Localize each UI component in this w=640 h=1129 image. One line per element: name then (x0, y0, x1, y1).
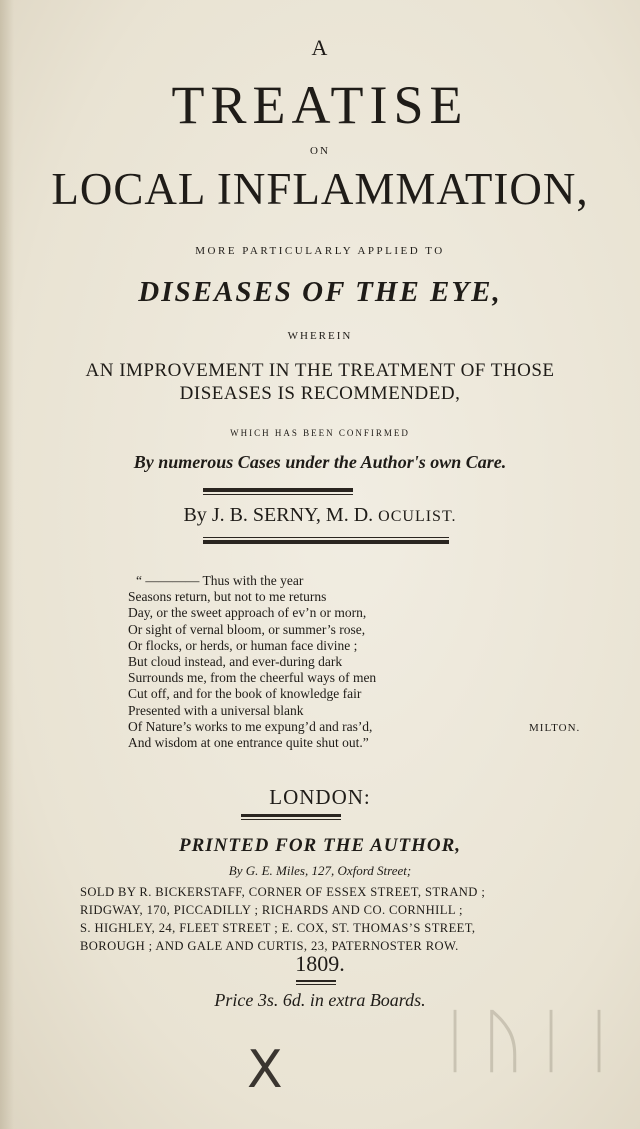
bleed-through-scribble: ᛁᚢᛁᛁ (434, 1000, 626, 1082)
epigraph (128, 573, 376, 751)
sold-by-line: BOROUGH ; AND GALE AND CURTIS, 23, PATERNOSTER ROW. (80, 939, 459, 953)
more-particularly-line: MORE PARTICULARLY APPLIED TO (195, 245, 445, 257)
epigraph-line: Cut off, and for the book of knowledge fair (128, 686, 362, 702)
epigraph-line: Or sight of vernal bloom, or summer’s rose, (128, 621, 366, 637)
rule-above-author (203, 488, 353, 492)
which-confirmed-line: WHICH HAS BEEN CONFIRMED (230, 428, 410, 438)
rule-below-year (296, 980, 336, 982)
author-name: J. B. SERNY, M. D. (211, 504, 374, 526)
improvement-line-2: DISEASES IS RECOMMENDED, (179, 383, 461, 404)
printer-line: By G. E. Miles, 127, Oxford Street; (228, 863, 412, 878)
improvement-line-1: AN IMPROVEMENT IN THE TREATMENT OF THOSE (85, 360, 555, 381)
epigraph-line: Or flocks, or herds, or human face divine ; (128, 637, 358, 653)
publication-year: 1809. (295, 951, 345, 976)
rule-below-year-thin (296, 984, 336, 985)
rule-above-author-thin (203, 494, 353, 495)
epigraph-line: Surrounds me, from the cheerful ways of men (128, 670, 377, 686)
rule-below-london (241, 814, 341, 817)
epigraph-line: But cloud instead, and ever-during dark (128, 654, 343, 670)
title-on: ON (310, 145, 330, 157)
title-article: A (311, 35, 329, 60)
handwritten-x-mark: X (247, 1040, 283, 1100)
epigraph-line: “ ———— Thus with the year (136, 573, 304, 588)
wherein-line: WHEREIN (287, 330, 353, 342)
sold-by-line: S. HIGHLEY, 24, FLEET STREET ; E. COX, ST. THOMAS’S STREET, (80, 921, 476, 935)
rule-below-london-thin (241, 819, 341, 820)
printed-for-line: PRINTED FOR THE AUTHOR, (179, 835, 461, 856)
diseases-of-eye-title: DISEASES OF THE EYE, (138, 276, 502, 308)
epigraph-line: Day, or the sweet approach of ev’n or morn, (128, 605, 367, 621)
rule-below-author (203, 537, 449, 538)
sold-by-line: RIDGWAY, 170, PICCADILLY ; RICHARDS AND CO. CORNHILL ; (80, 903, 463, 917)
main-title: TREATISE (171, 75, 469, 135)
sold-by-line: SOLD BY R. BICKERSTAFF, CORNER OF ESSEX STREET, STRAND ; (80, 885, 486, 899)
author-line (0, 504, 640, 527)
rule-below-author-thick (203, 540, 449, 544)
epigraph-line: Presented with a universal blank (128, 702, 304, 718)
sold-by-block (80, 883, 485, 955)
imprint-city: LONDON: (269, 785, 371, 809)
epigraph-attribution: MILTON. (529, 722, 581, 734)
numerous-cases-line: By numerous Cases under the Author's own Care. (133, 452, 507, 472)
epigraph-line: Of Nature’s works to me expung’d and ras’d, (128, 718, 373, 734)
epigraph-line: Seasons return, but not to me returns (128, 589, 327, 605)
subject-title: LOCAL INFLAMMATION, (51, 164, 589, 214)
epigraph-line: And wisdom at one entrance quite shut out.” (128, 735, 369, 751)
author-by: By (183, 504, 207, 526)
author-title: OCULIST. (378, 508, 457, 525)
price-line: Price 3s. 6d. in extra Boards. (214, 990, 426, 1010)
